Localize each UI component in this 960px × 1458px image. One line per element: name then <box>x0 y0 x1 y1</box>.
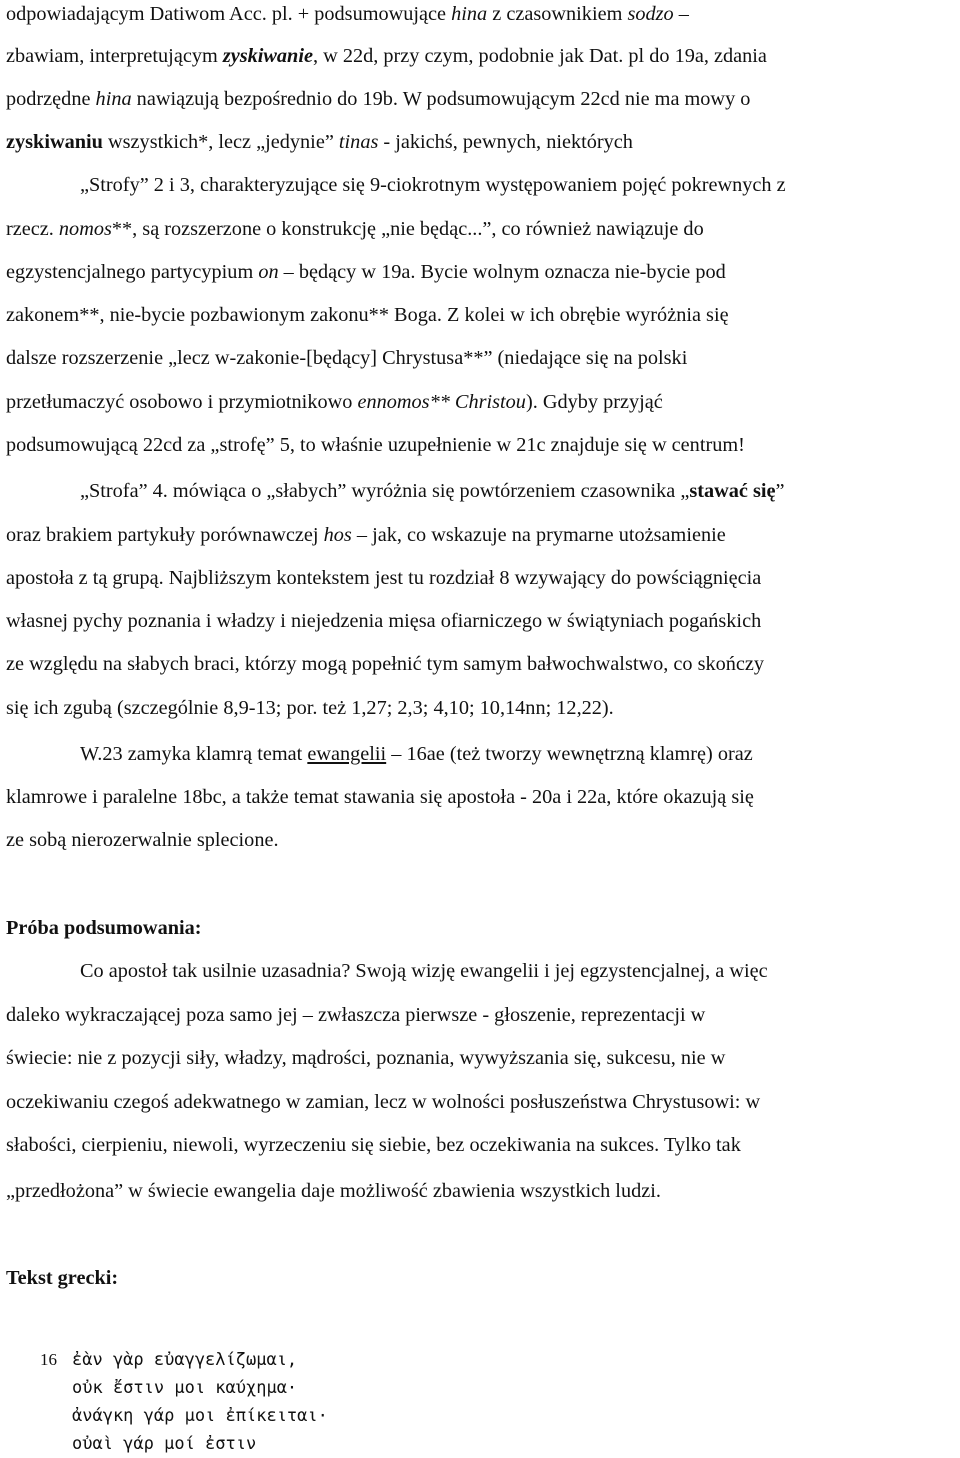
p2-line-3 <box>6 258 726 286</box>
p5-line-3 <box>6 1044 725 1072</box>
p2-line-2 <box>6 215 704 243</box>
text-segment: klamrowe i paralelne 18bc, a także temat stawania się apostoła - 20a i 22a, które okazują się <box>6 786 754 808</box>
text-segment: słabości, cierpieniu, niewoli, wyrzeczeniu się siebie, bez oczekiwania na sukces. Tylko tak <box>6 1134 741 1156</box>
p1-line-4 <box>6 128 633 156</box>
p1-line-1 <box>6 0 689 28</box>
p2-line-1 <box>80 171 786 199</box>
text-segment: wszystkich*, lecz „jedynie” <box>102 131 339 153</box>
text-segment: oczekiwaniu czegoś adekwatnego w zamian, lecz w wolności posłuszeństwa Chrystusowi: w <box>6 1091 761 1113</box>
verse-number: 16 <box>40 1350 57 1369</box>
text-segment: sodzo <box>627 3 674 25</box>
p5-line-6 <box>6 1177 661 1205</box>
p3-line-1 <box>80 477 785 505</box>
text-segment: się ich zgubą (szczególnie 8,9-13; por. też 1,27; 2,3; 4,10; 10,14nn; 12,22). <box>6 697 614 719</box>
text-segment: stawać się <box>689 480 776 502</box>
text-segment: własnej pychy poznania i władzy i niejedzenia mięsa ofiarniczego w świątyniach pogańskich <box>6 610 762 632</box>
text-segment: nomos <box>58 218 112 240</box>
p2-line-4 <box>6 301 729 329</box>
p1-line-3 <box>6 85 750 113</box>
text-segment: podsumowującą 22cd za „strofę” 5, to właśnie uzupełnienie w 21c znajduje się w centrum! <box>6 434 745 456</box>
p5-line-5 <box>6 1131 741 1159</box>
heading-summary: Próba podsumowania: <box>6 917 202 939</box>
text-segment: W.23 zamyka klamrą temat <box>80 743 308 765</box>
p5-line-4 <box>6 1088 760 1116</box>
p3-line-5 <box>6 650 764 678</box>
greek-line-1: ἐὰν γὰρ εὐαγγελίζωμαι, <box>72 1350 298 1370</box>
text-segment: świecie: nie z pozycji siły, władzy, mądrości, poznania, wywyższania się, sukcesu, nie w <box>6 1047 726 1069</box>
text-segment: – 16ae (też tworzy wewnętrzną klamrę) oraz <box>386 743 753 765</box>
text-segment: – jak, co wskazuje na prymarne utożsamienie <box>351 524 726 546</box>
p2-line-7 <box>6 431 745 459</box>
p4-line-3 <box>6 826 279 854</box>
text-segment: przetłumaczyć osobowo i przymiotnikowo <box>6 391 358 413</box>
text-segment: Co apostoł tak usilnie uzasadnia? Swoją wizję ewangelii i jej egzystencjalnej, a więc <box>80 960 768 982</box>
text-segment: hos <box>323 524 352 546</box>
text-segment: egzystencjalnego partycypium <box>6 261 259 283</box>
p3-line-2 <box>6 521 726 549</box>
p2-line-5 <box>6 344 687 372</box>
text-segment: hina <box>451 3 488 25</box>
text-segment: ennomos** Christou <box>357 391 526 413</box>
p5-line-1 <box>80 957 768 985</box>
text-segment: **, są rozszerzone o konstrukcję „nie będąc...”, co również nawiązuje do <box>111 218 704 240</box>
greek-line-2: οὐκ ἔστιν μοι καύχημα· <box>72 1378 298 1398</box>
text-segment: rzecz. <box>6 218 59 240</box>
p2-line-6 <box>6 388 663 416</box>
text-segment: dalsze rozszerzenie „lecz w-zakonie-[będący] Chrystusa**” (niedające się na polski <box>6 347 688 369</box>
text-segment: ” <box>775 480 785 502</box>
text-segment: , w 22d, przy czym, podobnie jak Dat. pl do 19a, zdania <box>312 45 767 67</box>
text-segment: daleko wykraczającej poza samo jej – zwłaszcza pierwsze - głoszenie, reprezentacji w <box>6 1004 706 1026</box>
text-segment: nawiązują bezpośrednio do 19b. W podsumowującym 22cd nie ma mowy o <box>131 88 751 110</box>
text-segment: – będący w 19a. Bycie wolnym oznacza nie-bycie pod <box>278 261 726 283</box>
text-segment: podrzędne <box>6 88 96 110</box>
p1-line-2 <box>6 42 767 70</box>
greek-line-3: ἀνάγκη γάρ μοι ἐπίκειται· <box>72 1406 328 1426</box>
p4-line-1 <box>80 740 753 768</box>
text-segment: apostoła z tą grupą. Najbliższym kontekstem jest tu rozdział 8 wzywający do powściągnięcia <box>6 567 762 589</box>
text-segment: „przedłożona” w świecie ewangelia daje możliwość zbawienia wszystkich ludzi. <box>6 1180 661 1202</box>
text-segment: „Strofa” 4. mówiąca o „słabych” wyróżnia się powtórzeniem czasownika „ <box>80 480 690 502</box>
text-segment: z czasownikiem <box>487 3 628 25</box>
p3-line-6 <box>6 694 614 722</box>
text-segment: tinas <box>338 131 379 153</box>
p3-line-3 <box>6 564 761 592</box>
text-segment: – <box>673 3 689 25</box>
text-segment: ). Gdyby przyjąć <box>525 391 663 413</box>
text-segment: - jakichś, pewnych, niektórych <box>378 131 633 153</box>
p3-line-4 <box>6 607 761 635</box>
text-segment: zakonem**, nie-bycie pozbawionym zakonu** Boga. Z kolei w ich obrębie wyróżnia się <box>6 304 729 326</box>
text-segment: zyskiwanie <box>222 45 313 67</box>
text-segment: ze względu na słabych braci, którzy mogą popełnić tym samym bałwochwalstwo, co skończy <box>6 653 765 675</box>
p4-line-2 <box>6 783 754 811</box>
text-segment: „Strofy” 2 i 3, charakteryzujące się 9-ciokrotnym występowaniem pojęć pokrewnych z <box>80 174 786 196</box>
greek-line-4: οὐαὶ γάρ μοί ἐστιν <box>72 1434 257 1454</box>
heading-greek-text: Tekst grecki: <box>6 1267 119 1289</box>
text-segment: ze sobą nierozerwalnie splecione. <box>6 829 279 851</box>
text-segment: on <box>258 261 279 283</box>
text-segment: odpowiadającym Datiwom Acc. pl. + podsumowujące <box>6 3 452 25</box>
p5-line-2 <box>6 1001 705 1029</box>
text-segment: hina <box>95 88 132 110</box>
text-segment: zyskiwaniu <box>6 131 103 153</box>
text-segment: ewangelii <box>307 743 387 765</box>
text-segment: oraz brakiem partykuły porównawczej <box>6 524 324 546</box>
text-segment: zbawiam, interpretującym <box>6 45 223 67</box>
